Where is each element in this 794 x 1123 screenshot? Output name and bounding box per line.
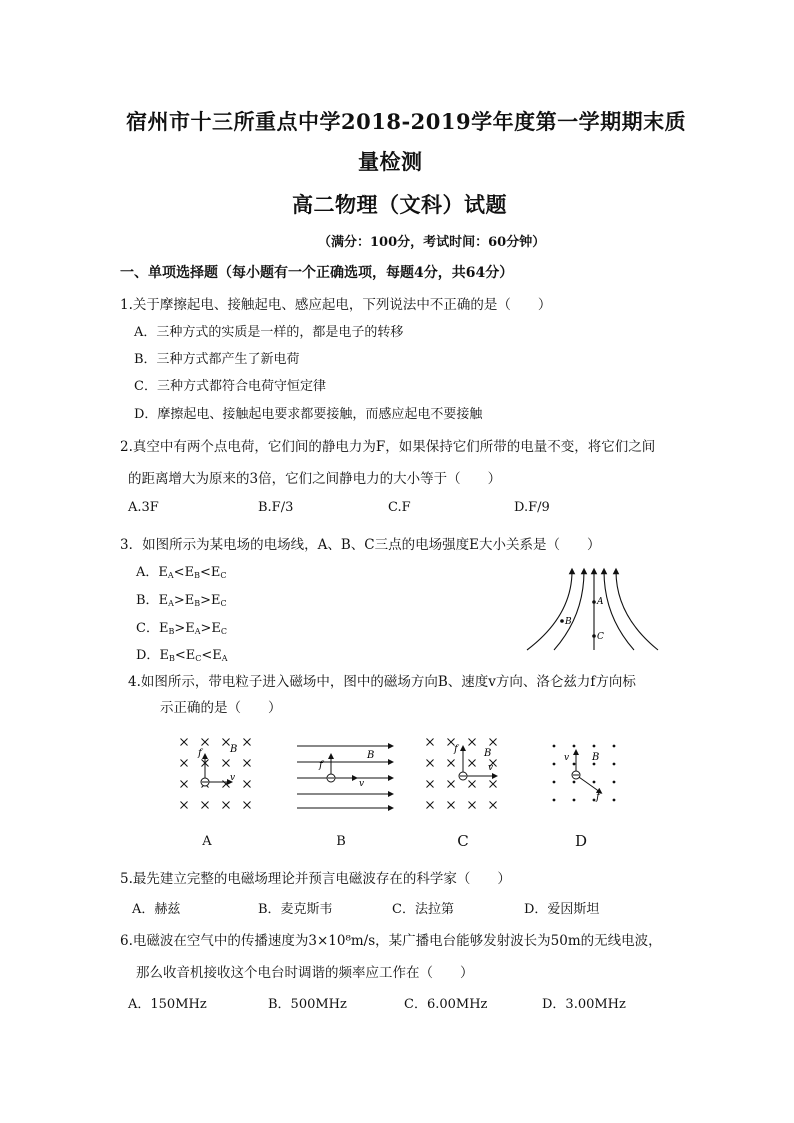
- field-dot: [593, 745, 596, 748]
- field-dot: [593, 799, 596, 802]
- q5-option-b: B．麦克斯韦: [258, 902, 333, 917]
- field-line: [604, 571, 634, 650]
- q1-stem: 1.关于摩擦起电、接触起电、感应起电，下列说法中不正确的是（ ）: [120, 297, 552, 313]
- q2-option-d: D.F/9: [514, 500, 550, 515]
- point-c-label: C: [597, 632, 604, 642]
- title-line-2: 量检测: [358, 149, 423, 174]
- q4c-f-label: f: [454, 744, 458, 755]
- q4a-f-label: f: [198, 748, 202, 759]
- point-a-label: A: [597, 597, 604, 607]
- q4-stem-line-2: 示正确的是（ ）: [160, 700, 282, 716]
- point-a: [592, 600, 596, 604]
- field-dot: [593, 781, 596, 784]
- point-b: [560, 619, 564, 623]
- subtitle: 高二物理（文科）试题: [292, 192, 507, 217]
- q3-option-d: D．$E_B<E_C<E_A$: [136, 648, 228, 663]
- field-dot: [613, 799, 616, 802]
- field-dot: [573, 745, 576, 748]
- q4-figure-a: [172, 734, 262, 814]
- q4-label-c: C: [457, 832, 469, 850]
- q4c-b-label: B: [484, 748, 492, 759]
- q2-stem-line-1: 2.真空中有两个点电荷，它们间的静电力为F，如果保持它们所带的电量不变，将它们之间: [120, 439, 656, 455]
- field-dot: [553, 781, 556, 784]
- q1-option-a: A．三种方式的实质是一样的，都是电子的转移: [134, 325, 404, 340]
- q3-option-a: A．$E_A<E_B<E_C$: [136, 565, 227, 580]
- q2-option-b: B.F/3: [258, 500, 294, 515]
- q1-option-b: B．三种方式都产生了新电荷: [134, 352, 300, 367]
- q3-option-b: B．$E_A>E_B>E_C$: [136, 593, 227, 608]
- field-line: [527, 571, 572, 650]
- q1-option-d: D．摩擦起电、接触起电要求都要接触，而感应起电不要接触: [134, 407, 483, 422]
- q4d-b-label: B: [592, 752, 600, 763]
- field-dot: [553, 763, 556, 766]
- q5-option-a: A．赫兹: [132, 902, 181, 917]
- field-dot: [613, 781, 616, 784]
- q3-option-c: C．$E_B>E_A>E_C$: [136, 621, 228, 636]
- q4c-v-label: v: [488, 763, 494, 773]
- q4b-b-label: B: [367, 750, 375, 761]
- title-line-1: 宿州市十三所重点中学2018-2019学年度第一学期期末质: [126, 109, 687, 134]
- q6-option-c: C．6.00MHz: [404, 997, 488, 1012]
- field-dot: [573, 799, 576, 802]
- q5-stem: 5.最先建立完整的电磁场理论并预言电磁波存在的科学家（ ）: [120, 871, 511, 887]
- q3-stem: 3．如图所示为某电场的电场线，A、B、C三点的电场强度E大小关系是（ ）: [120, 537, 601, 553]
- section-heading: 一、单项选择题（每小题有一个正确选项，每题4分，共64分）: [120, 265, 514, 281]
- field-dot: [613, 745, 616, 748]
- q6-stem-line-1: 6.电磁波在空气中的传播速度为3×10⁸m/s，某广播电台能够发射波长为50m的无线电波，: [120, 933, 662, 949]
- field-line: [554, 571, 584, 650]
- q6-option-a: A．150MHz: [128, 997, 207, 1012]
- q4d-v-label: v: [564, 753, 570, 763]
- q4-figure-d: [546, 740, 626, 810]
- field-line: [616, 571, 658, 650]
- q4-label-b: B: [336, 834, 346, 849]
- q6-option-d: D．3.00MHz: [542, 997, 626, 1012]
- q4-figure-b: [295, 738, 395, 813]
- q1-option-c: C．三种方式都符合电荷守恒定律: [134, 379, 326, 394]
- q4-stem-line-1: 4.如图所示，带电粒子进入磁场中，图中的磁场方向B、速度v方向、洛仑兹力f方向标: [128, 674, 636, 690]
- q4-label-a: A: [202, 834, 212, 849]
- field-dot: [553, 799, 556, 802]
- exam-meta: （满分：100分，考试时间：60分钟）: [318, 235, 546, 250]
- q2-option-c: C.F: [388, 500, 411, 515]
- q5-option-d: D．爱因斯坦: [524, 902, 600, 917]
- q6-option-b: B．500MHz: [268, 997, 347, 1012]
- q3-field-line-figure: [522, 566, 662, 656]
- point-b-label: B: [565, 617, 572, 627]
- q4d-f-label: f: [596, 792, 600, 803]
- q5-option-c: C．法拉第: [392, 902, 454, 917]
- field-dot: [593, 763, 596, 766]
- q4-figure-c: [420, 734, 510, 814]
- q4-label-d: D: [574, 832, 588, 850]
- q6-stem-line-2: 那么收音机接收这个电台时调谐的频率应工作在（ ）: [136, 965, 474, 981]
- field-dot: [553, 745, 556, 748]
- point-c: [592, 634, 596, 638]
- q4a-b-label: B: [230, 744, 238, 755]
- field-dot: [573, 781, 576, 784]
- q2-option-a: A.3F: [128, 500, 159, 515]
- q2-stem-line-2: 的距离增大为原来的3倍，它们之间静电力的大小等于（ ）: [128, 471, 502, 487]
- field-dot: [613, 763, 616, 766]
- field-dot: [573, 763, 576, 766]
- q4a-v-label: v: [230, 773, 236, 783]
- q4b-f-label: f: [319, 760, 323, 771]
- q4b-v-label: v: [359, 779, 365, 789]
